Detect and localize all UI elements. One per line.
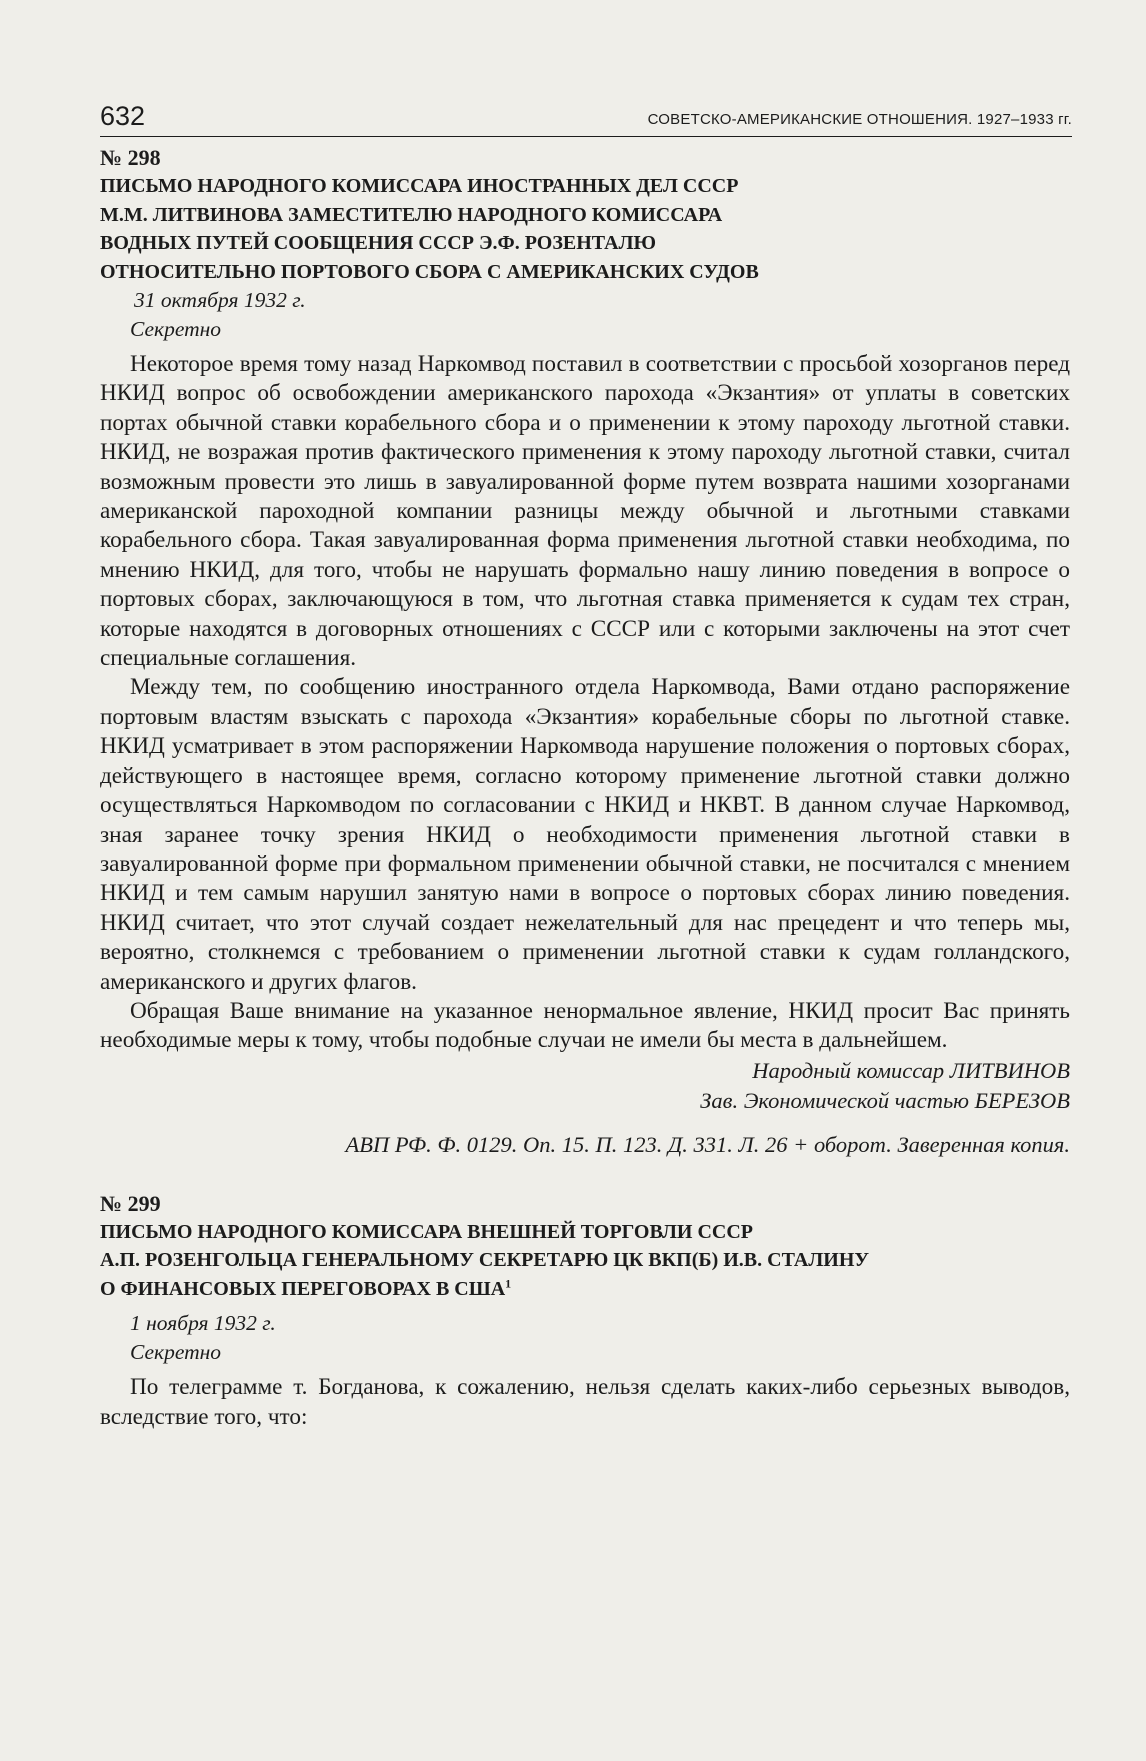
page-content xyxy=(100,144,1070,1432)
title-line: ВОДНЫХ ПУТЕЙ СООБЩЕНИЯ СССР Э.Ф. РОЗЕНТАЛЮ xyxy=(100,232,657,254)
title-line xyxy=(100,1275,1070,1304)
paragraph: Некоторое время тому назад Наркомвод поставил в соответствии с просьбой хозорганов перед НКИД вопрос об освобождении американского парохода «Экзантия» от уплаты в советских портах обычной ставки корабельного сбора и о применении к этому пароходу льготной ставки. НКИД, не возражая против фактического применения к этому пароходу льготной ставки, считал возможным провести это лишь в завуалированной форме путем возврата нашими хозорганами американской пароходной компании разницы между обычной и льготными ставками корабельного сбора. Такая завуалированная форма применения льготной ставки необходима, по мнению НКИД, для того, чтобы не нарушать формально нашу линию поведения в вопросе о портовых сборах, заключающуюся в том, что льготная ставка применяется к судам тех стран, которые находятся в договорных отношениях с СССР или с которыми заключены на этот счет специальные соглашения. xyxy=(100,351,1070,672)
document-title xyxy=(100,1218,1070,1304)
document-number: № 299 xyxy=(100,1190,161,1216)
title-line: М.М. ЛИТВИНОВА ЗАМЕСТИТЕЛЮ НАРОДНОГО КОМИССАРА xyxy=(100,203,723,226)
title-line: ПИСЬМО НАРОДНОГО КОМИССАРА ВНЕШНЕЙ ТОРГОВЛИ СССР xyxy=(100,1220,754,1243)
document-body xyxy=(100,1373,1070,1432)
title-line: ПИСЬМО НАРОДНОГО КОМИССАРА ИНОСТРАННЫХ ДЕЛ СССР xyxy=(100,175,739,197)
document-number: № 298 xyxy=(100,145,161,170)
running-title: СОВЕТСКО-АМЕРИКАНСКИЕ ОТНОШЕНИЯ. 1927–1933 гг. xyxy=(647,111,1072,128)
document-date: 31 октября 1932 г. xyxy=(134,288,306,312)
classification: Секретно xyxy=(130,1340,222,1365)
paragraph: По телеграмме т. Богданова, к сожалению, нельзя сделать каких-либо серьезных выводов, вследствие того, что: xyxy=(100,1374,1070,1430)
page-header xyxy=(100,100,1072,137)
footnote-marker: 1 xyxy=(505,1276,512,1291)
paragraph: Обращая Ваше внимание на указанное ненормальное явление, НКИД просит Вас принять необходимые меры к тому, чтобы подобные случаи не имели бы места в дальнейшем. xyxy=(100,997,1070,1054)
document-body xyxy=(100,350,1070,1056)
paragraph: Между тем, по сообщению иностранного отдела Наркомвода, Вами отдано распоряжение портовым властям взыскать с парохода «Экзантия» корабельные сборы по льготной ставке. НКИД усматривает в этом распоряжении Наркомвода нарушение положения о портовых сборах, действующего в настоящее время, согласно которому применение льготной ставки должно осуществляться Наркомводом по согласовании с НКИД и НКВТ. В данном случае Наркомвод, зная заранее точку зрения НКИД о необходимости применения льготной ставки в завуалированной форме при формальном применении обычной ставки, не посчитался с мнением НКИД и тем самым нарушил занятую нами в вопросе о портовых сборах линию поведения. НКИД считает, что этот случай создает нежелательный для нас прецедент и что теперь мы, вероятно, столкнемся с требованием о применении льготной ставки к судам голландского, американского и других флагов. xyxy=(100,674,1070,995)
title-line: ОТНОСИТЕЛЬНО ПОРТОВОГО СБОРА С АМЕРИКАНСКИХ СУДОВ xyxy=(100,260,759,283)
document-date: 1 ноября 1932 г. xyxy=(130,1311,276,1336)
archive-reference: АВП РФ. Ф. 0129. Оп. 15. П. 123. Д. 331. Л. 26 + оборот. Заверенная копия. xyxy=(345,1131,1070,1157)
signature-berezov: Зав. Экономической частью БЕРЕЗОВ xyxy=(700,1087,1070,1113)
title-line-text: О ФИНАНСОВЫХ ПЕРЕГОВОРАХ В США xyxy=(100,1277,506,1300)
document-title xyxy=(100,172,1070,286)
signature-litvinov: Народный комиссар ЛИТВИНОВ xyxy=(752,1057,1070,1083)
title-line: А.П. РОЗЕНГОЛЬЦА ГЕНЕРАЛЬНОМУ СЕКРЕТАРЮ ЦК ВКП(Б) И.В. СТАЛИНУ xyxy=(100,1249,870,1272)
page-number: 632 xyxy=(100,101,146,131)
document-299 xyxy=(100,1190,1070,1432)
document-298 xyxy=(100,144,1070,1160)
classification: Секретно xyxy=(130,317,222,341)
